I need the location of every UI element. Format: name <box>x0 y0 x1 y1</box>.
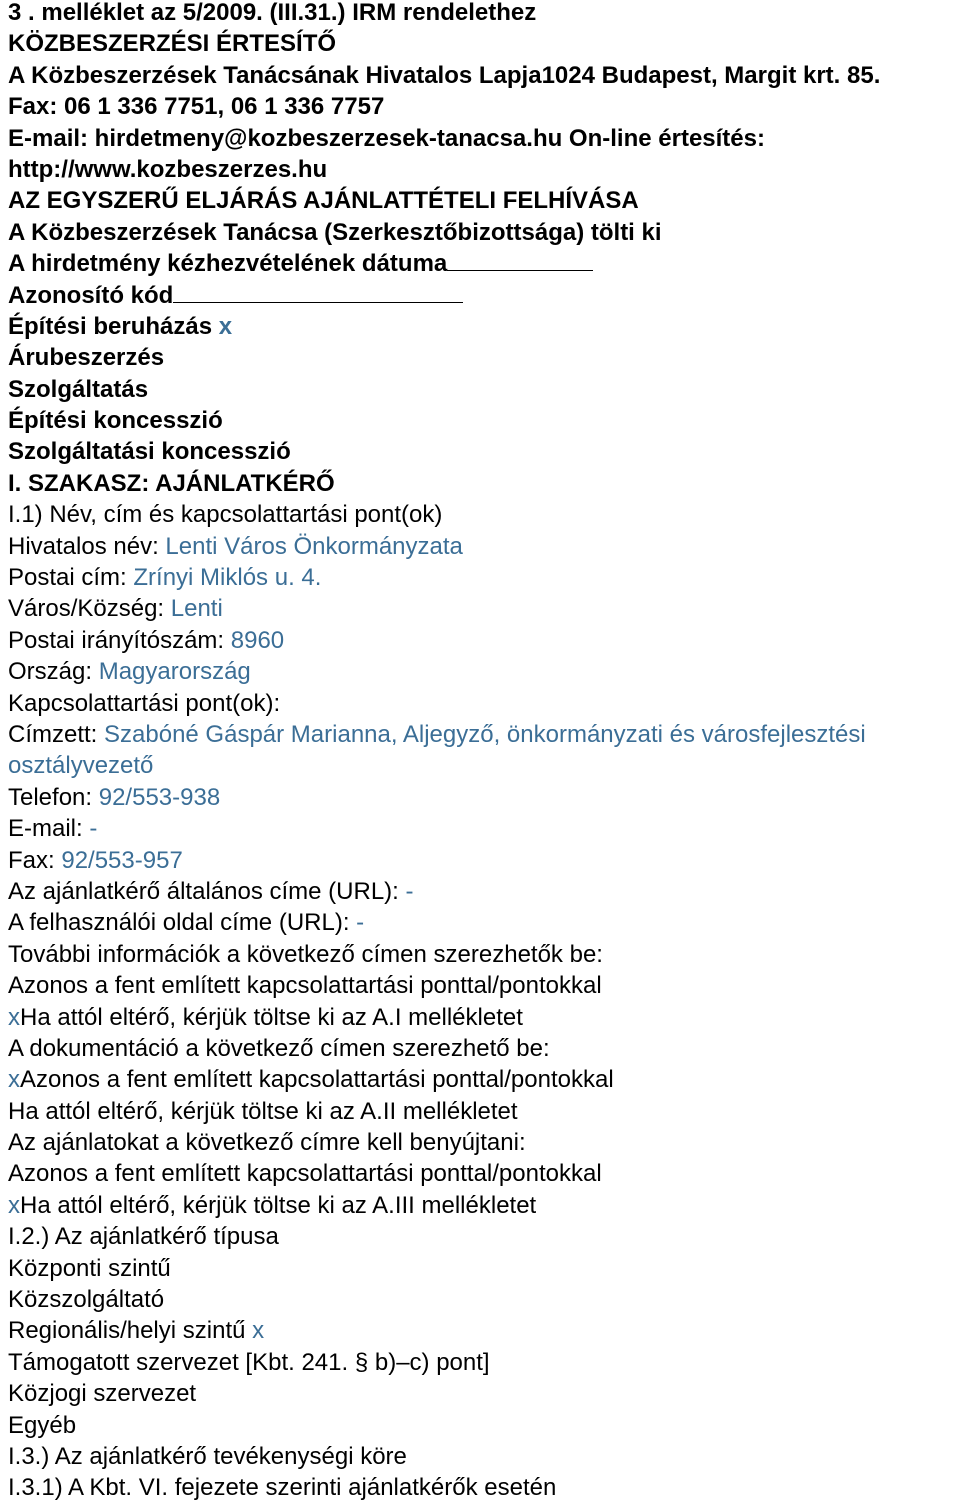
postal-code-row <box>8 625 960 656</box>
selected-mark: x <box>8 1066 20 1094</box>
selected-mark: x <box>8 1003 20 1031</box>
email-row <box>8 813 960 844</box>
fax-value: 92/553-957 <box>61 846 183 874</box>
email-value: - <box>89 815 98 843</box>
submission-same-option: Azonos a fent említett kapcsolattartási ponttal/pontokkal <box>8 1160 602 1188</box>
general-url-label: Az ajánlatkérő általános címe (URL): <box>8 877 406 905</box>
selected-mark: x <box>8 1191 20 1219</box>
type-construction-works <box>8 311 960 342</box>
postal-code-label: Postai irányítószám: <box>8 626 231 654</box>
type-construction-works-label: Építési beruházás <box>8 312 213 340</box>
phone-value: 92/553-938 <box>98 783 221 811</box>
receipt-date-row <box>8 248 960 279</box>
buyer-type-regional <box>8 1315 960 1346</box>
receipt-date-label: A hirdetmény kézhezvételének dátuma <box>8 250 448 278</box>
buyer-type-central: Központi szintű <box>8 1254 171 1282</box>
official-name-value: Lenti Város Önkormányzata <box>165 532 463 560</box>
postal-address-label: Postai cím: <box>8 564 134 592</box>
documentation-other-option: Ha attól eltérő, kérjük töltse ki az A.II mellékletet <box>8 1097 518 1125</box>
country-value: Magyarország <box>98 658 251 686</box>
annex-reference: 3 . melléklet az 5/2009. (III.31.) IRM rendelethez <box>8 0 537 26</box>
subsection-1-3: I.3.) Az ajánlatkérő tevékenységi köre <box>8 1443 407 1470</box>
further-info-same-option: Azonos a fent említett kapcsolattartási ponttal/pontokkal <box>8 972 602 1000</box>
further-info-label: További információk a következő címen szerezhetők be: <box>8 940 603 968</box>
postal-code-value: 8960 <box>230 626 285 654</box>
subsection-1-3-1: I.3.1) A Kbt. VI. fejezete szerinti ajánlatkérők esetén <box>8 1474 557 1502</box>
email-label: E-mail: <box>8 815 90 843</box>
buyer-type-public-law: Közjogi szervezet <box>8 1380 197 1408</box>
fax-label: Fax: <box>8 846 62 874</box>
submission-label: Az ajánlatokat a következő címre kell benyújtani: <box>8 1129 526 1157</box>
official-name-label: Hivatalos név: <box>8 532 166 560</box>
buyer-type-other: Egyéb <box>8 1411 77 1439</box>
publisher-email: E-mail: hirdetmeny@kozbeszerzesek-tanacsa.hu On-line értesítés: <box>8 124 765 152</box>
identifier-label: Azonosító kód <box>8 281 174 309</box>
country-row <box>8 656 960 687</box>
fax-row <box>8 845 960 876</box>
documentation-same-option <box>8 1064 960 1095</box>
town-row <box>8 593 960 624</box>
publisher-address: A Közbeszerzések Tanácsának Hivatalos Lapja1024 Budapest, Margit krt. 85. <box>8 61 881 89</box>
selected-mark: x <box>218 312 233 340</box>
section-title: I. SZAKASZ: AJÁNLATKÉRŐ <box>8 469 335 497</box>
publisher-website: http://www.kozbeszerzes.hu <box>8 155 328 183</box>
buyer-profile-url-label: A felhasználói oldal címe (URL): <box>8 909 357 937</box>
contact-points-label: Kapcsolattartási pont(ok): <box>8 689 281 717</box>
recipient-value: Szabóné Gáspár Marianna, Aljegyző, önkormányzati és városfejlesztési osztályvezető <box>8 720 866 780</box>
town-value: Lenti <box>170 595 223 623</box>
publication-title: KÖZBESZERZÉSI ÉRTESÍTŐ <box>8 30 337 58</box>
general-url-row <box>8 876 960 907</box>
town-label: Város/Község: <box>8 595 171 623</box>
phone-label: Telefon: <box>8 783 99 811</box>
documentation-same-label: Azonos a fent említett kapcsolattartási ponttal/pontokkal <box>20 1066 614 1094</box>
documentation-label: A dokumentáció a következő címen szerezhető be: <box>8 1034 550 1062</box>
subsection-1-1: I.1) Név, cím és kapcsolattartási pont(ok) <box>8 501 443 529</box>
recipient-row <box>8 719 960 782</box>
buyer-profile-url-value: - <box>356 909 365 937</box>
submission-other-option <box>8 1190 960 1221</box>
postal-address-row <box>8 562 960 593</box>
publisher-fax: Fax: 06 1 336 7751, 06 1 336 7757 <box>8 93 385 121</box>
identifier-row <box>8 280 960 311</box>
general-url-value: - <box>405 877 414 905</box>
official-name-row <box>8 531 960 562</box>
buyer-type-regional-label: Regionális/helyi szintű <box>8 1317 253 1345</box>
subsection-1-2: I.2.) Az ajánlatkérő típusa <box>8 1223 279 1251</box>
submission-other-label: Ha attól eltérő, kérjük töltse ki az A.III mellékletet <box>20 1191 537 1219</box>
notice-title: AZ EGYSZERŰ ELJÁRÁS AJÁNLATTÉTELI FELHÍVÁSA <box>8 187 639 215</box>
filled-by-note: A Közbeszerzések Tanácsa (Szerkesztőbizottsága) tölti ki <box>8 218 662 246</box>
type-services: Szolgáltatás <box>8 375 149 403</box>
further-info-other-option <box>8 1002 960 1033</box>
selected-mark: x <box>252 1317 265 1345</box>
buyer-type-utility: Közszolgáltató <box>8 1286 165 1314</box>
further-info-other-label: Ha attól eltérő, kérjük töltse ki az A.I mellékletet <box>20 1003 523 1031</box>
country-label: Ország: <box>8 658 99 686</box>
type-service-concession: Szolgáltatási koncesszió <box>8 438 291 466</box>
recipient-label: Címzett: <box>8 720 105 748</box>
identifier-blank <box>173 280 463 303</box>
postal-address-value: Zrínyi Miklós u. 4. <box>133 564 322 592</box>
type-works-concession: Építési koncesszió <box>8 407 223 435</box>
buyer-profile-url-row <box>8 907 960 938</box>
buyer-type-supported: Támogatott szervezet [Kbt. 241. § b)–c) pont] <box>8 1348 490 1376</box>
phone-row <box>8 782 960 813</box>
type-supplies: Árubeszerzés <box>8 344 165 372</box>
receipt-date-blank <box>447 248 593 271</box>
